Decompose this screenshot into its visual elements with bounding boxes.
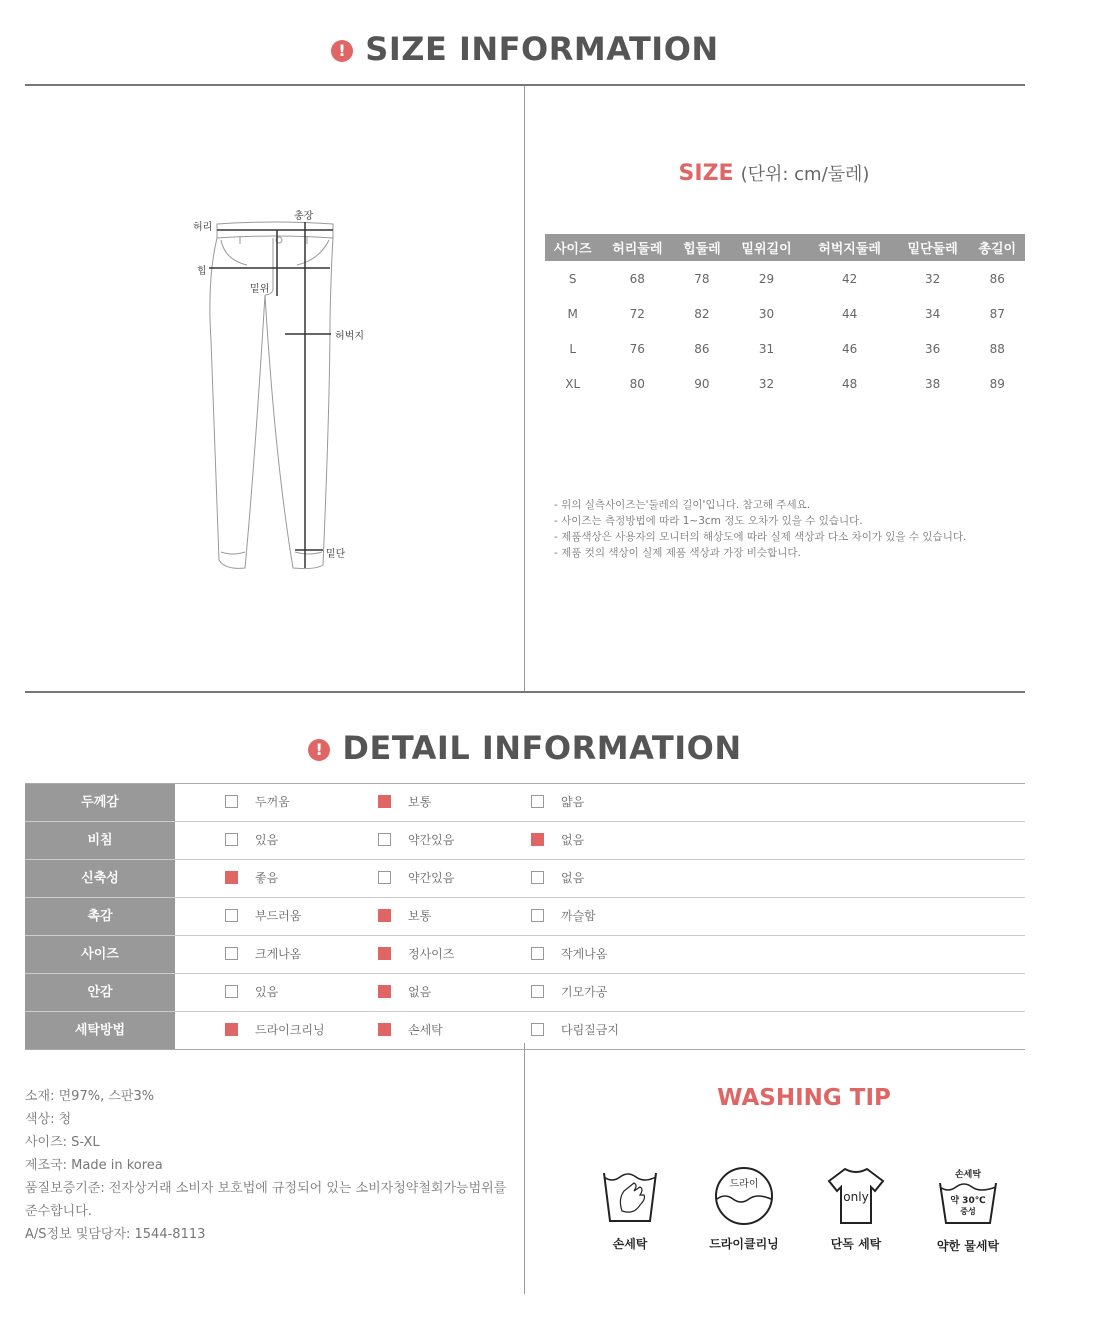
detail-row-label: 세탁방법	[25, 1012, 175, 1049]
unchecked-box-icon	[378, 833, 391, 846]
checked-box-icon	[378, 947, 391, 960]
detail-option-label: 정사이즈	[408, 947, 455, 961]
detail-row-label: 신축성	[25, 860, 175, 897]
divider	[25, 84, 1025, 86]
table-cell: S	[568, 271, 577, 286]
divider	[524, 1043, 525, 1294]
table-cell: 86	[694, 341, 710, 356]
detail-row-label: 두께감	[25, 784, 175, 821]
wash-item-gentle	[918, 1165, 1018, 1254]
gentle-inner-mid: 약 30℃	[950, 1196, 986, 1206]
size-notes	[554, 497, 966, 561]
size-table-header-cell: 총길이	[970, 234, 1025, 261]
detail-row	[25, 1012, 1025, 1050]
detail-row	[25, 822, 1025, 860]
detail-option-label: 다림질금지	[561, 1023, 619, 1037]
size-table-header-cell: 밑위길이	[730, 234, 804, 261]
unchecked-box-icon	[378, 871, 391, 884]
size-table	[545, 234, 1025, 401]
label-thigh: 허벅지	[335, 331, 364, 342]
unchecked-box-icon	[225, 795, 238, 808]
table-cell: 88	[989, 341, 1005, 356]
detail-row-label: 안감	[25, 974, 175, 1011]
detail-row	[25, 784, 1025, 822]
wash-separately-icon	[825, 1165, 887, 1227]
detail-option-label: 보통	[408, 795, 432, 809]
table-cell: L	[569, 341, 577, 356]
detail-option-label: 부드러움	[255, 909, 302, 923]
unchecked-box-icon	[531, 985, 544, 998]
pants-diagram	[185, 200, 385, 580]
table-cell: 90	[694, 376, 710, 391]
table-cell: 29	[758, 271, 775, 286]
table-cell: 86	[989, 271, 1005, 286]
label-total-length: 총장	[294, 211, 314, 222]
product-info-line: 제조국: Made in korea	[25, 1158, 163, 1173]
table-cell: 80	[629, 376, 645, 391]
checked-box-icon	[378, 985, 391, 998]
size-table-header-cell: 허리둘레	[600, 234, 674, 261]
detail-option-label: 기모가공	[561, 985, 608, 999]
washing-tip-title: WASHING TIP	[717, 1085, 891, 1111]
product-info-line: 품질보증기준: 전자상거래 소비자 보호법에 규정되어 있는 소비자청약철회가능범위를	[25, 1181, 507, 1196]
table-cell: 68	[629, 271, 645, 286]
table-cell: 87	[989, 306, 1005, 321]
size-table-header-cell: 사이즈	[545, 234, 600, 261]
unchecked-box-icon	[531, 871, 544, 884]
divider	[25, 691, 1025, 693]
table-row	[545, 296, 1025, 331]
detail-info-title-text: DETAIL INFORMATION	[342, 729, 742, 767]
detail-option-label: 얇음	[561, 795, 585, 809]
checked-box-icon	[225, 1023, 238, 1036]
note-line: - 사이즈는 측정방법에 따라 1~3cm 정도 오차가 있을 수 있습니다.	[554, 515, 863, 527]
table-row	[545, 331, 1025, 366]
hand-wash-icon	[600, 1165, 660, 1227]
alert-icon: !	[331, 40, 353, 62]
note-line: - 제품색상은 사용자의 모니터의 해상도에 따라 실제 색상과 다소 차이가 있을 수 있습니다.	[554, 531, 967, 543]
product-info-line: 사이즈: S-XL	[25, 1135, 100, 1150]
label-waist: 허리	[193, 222, 213, 233]
hand-wash-caption: 손세탁	[612, 1237, 648, 1251]
table-cell: 72	[629, 306, 645, 321]
table-cell: XL	[565, 376, 581, 391]
detail-option-label: 까슬함	[561, 909, 596, 923]
dry-clean-caption: 드라이클리닝	[709, 1237, 779, 1251]
detail-option-label: 없음	[408, 985, 432, 999]
product-info-line: 소재: 면97%, 스판3%	[25, 1089, 155, 1104]
detail-row-label: 사이즈	[25, 936, 175, 973]
wash-item-dry	[694, 1165, 794, 1252]
table-cell: 48	[841, 376, 858, 391]
detail-option-label: 없음	[561, 833, 585, 847]
detail-option-label: 약간있음	[408, 871, 455, 885]
detail-table	[25, 783, 1025, 1050]
detail-row	[25, 860, 1025, 898]
table-cell: 36	[925, 341, 941, 356]
table-cell: 32	[758, 376, 775, 391]
table-cell: 30	[758, 306, 775, 321]
unchecked-box-icon	[225, 909, 238, 922]
checked-box-icon	[531, 833, 544, 846]
table-cell: 76	[629, 341, 645, 356]
table-row	[545, 261, 1025, 296]
note-line: - 위의 실측사이즈는'둘레의 길이'입니다. 참고해 주세요.	[554, 499, 811, 511]
detail-option-label: 있음	[255, 985, 279, 999]
detail-option-label: 약간있음	[408, 833, 455, 847]
size-unit: (단위: cm/둘레)	[740, 164, 870, 185]
size-label: SIZE	[678, 161, 734, 186]
table-cell: 32	[925, 271, 941, 286]
table-cell: 82	[694, 306, 710, 321]
note-line: - 제품 컷의 색상이 실제 제품 색상과 가장 비슷합니다.	[554, 547, 801, 559]
unchecked-box-icon	[531, 947, 544, 960]
detail-option-label: 없음	[561, 871, 585, 885]
detail-option-label: 작게나옴	[561, 947, 608, 961]
detail-option-label: 손세탁	[408, 1023, 443, 1037]
checked-box-icon	[378, 795, 391, 808]
detail-option-label: 보통	[408, 909, 432, 923]
table-cell: 42	[841, 271, 858, 286]
detail-option-label: 크게나옴	[255, 947, 302, 961]
table-cell: 46	[841, 341, 858, 356]
detail-row-label: 촉감	[25, 898, 175, 935]
product-info	[25, 1085, 520, 1246]
product-info-line: 색상: 청	[25, 1112, 72, 1127]
unchecked-box-icon	[531, 909, 544, 922]
gentle-wash-icon	[936, 1165, 1000, 1229]
table-cell: 34	[925, 306, 941, 321]
checked-box-icon	[378, 1023, 391, 1036]
table-cell: 89	[989, 376, 1005, 391]
alert-icon: !	[308, 739, 330, 761]
gentle-inner-top: 손세탁	[954, 1170, 982, 1180]
size-table-header	[545, 234, 1025, 261]
detail-row	[25, 974, 1025, 1012]
table-cell: 38	[925, 376, 941, 391]
label-rise: 밑위	[250, 284, 270, 295]
checked-box-icon	[378, 909, 391, 922]
size-heading	[524, 160, 1024, 186]
table-cell: 44	[841, 306, 858, 321]
unchecked-box-icon	[225, 947, 238, 960]
table-cell: 78	[694, 271, 710, 286]
product-info-line: 준수합니다.	[25, 1204, 92, 1219]
unchecked-box-icon	[531, 795, 544, 808]
size-table-header-cell: 허벅지둘레	[803, 234, 895, 261]
separate-inner-text: only	[843, 1190, 869, 1204]
table-row	[545, 366, 1025, 401]
dry-clean-inner-text: 드라이	[729, 1179, 759, 1190]
detail-row	[25, 898, 1025, 936]
size-info-title	[0, 30, 1050, 68]
table-cell: 31	[758, 341, 775, 356]
gentle-inner-bottom: 중성	[960, 1207, 976, 1216]
product-info-line: A/S정보 및담당자: 1544-8113	[25, 1227, 206, 1242]
checked-box-icon	[225, 871, 238, 884]
dry-clean-icon	[713, 1165, 775, 1227]
size-table-header-cell: 밑단둘레	[896, 234, 970, 261]
detail-option-label: 있음	[255, 833, 279, 847]
label-hip: 힙	[197, 266, 207, 277]
detail-option-label: 좋음	[255, 871, 279, 885]
detail-info-title	[0, 729, 1050, 767]
detail-option-label: 드라이크리닝	[255, 1023, 325, 1037]
unchecked-box-icon	[531, 1023, 544, 1036]
detail-row-label: 비침	[25, 822, 175, 859]
wash-item-separate	[806, 1165, 906, 1252]
unchecked-box-icon	[225, 833, 238, 846]
unchecked-box-icon	[225, 985, 238, 998]
detail-option-label: 두꺼움	[255, 795, 290, 809]
size-table-header-cell: 힙둘레	[674, 234, 729, 261]
size-info-title-text: SIZE INFORMATION	[365, 30, 719, 68]
label-hem: 밑단	[326, 549, 346, 560]
detail-row	[25, 936, 1025, 974]
wash-item-hand	[580, 1165, 680, 1252]
gentle-caption: 약한 물세탁	[936, 1239, 1000, 1253]
separate-caption: 단독 세탁	[830, 1237, 882, 1251]
table-cell: M	[567, 306, 578, 321]
